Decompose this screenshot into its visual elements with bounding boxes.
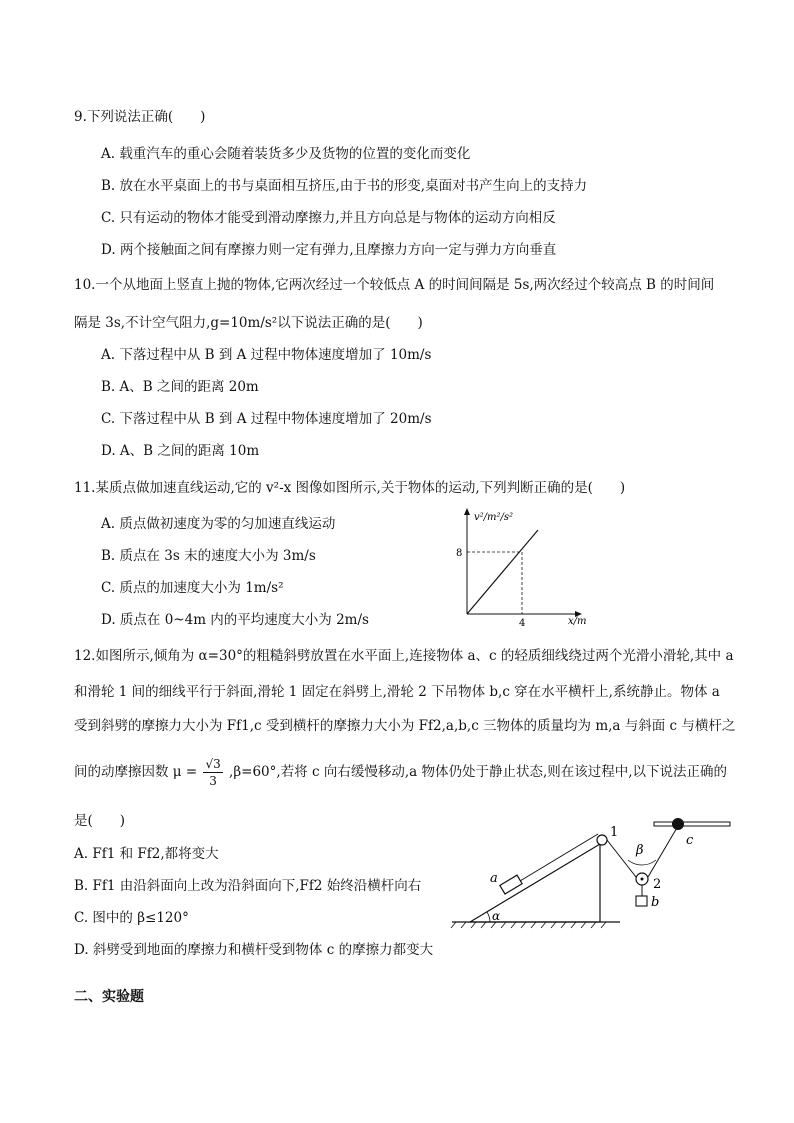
q9-option-b: B. 放在水平桌面上的书与桌面相互挤压,由于书的形变,桌面对书产生向上的支持力 xyxy=(101,178,588,194)
q12-line4 xyxy=(74,756,727,789)
v2-x-graph xyxy=(452,506,592,626)
pulley-1-label: 1 xyxy=(610,825,619,840)
q12-line2: 和滑轮 1 间的细线平行于斜面,滑轮 1 固定在斜劈上,滑轮 2 下吊物体 b,c 穿在水平横杆上,系统静止。物体 a xyxy=(74,684,720,700)
graph-y-tick-label: 8 xyxy=(456,548,463,559)
q11-option-b: B. 质点在 3s 末的速度大小为 3m/s xyxy=(101,548,316,564)
block-a-label: a xyxy=(490,871,498,886)
q10-stem-line1: 10.一个从地面上竖直上抛的物体,它两次经过一个较低点 A 的时间间隔是 5s,两次经过个较高点 B 的时间间 xyxy=(74,277,715,293)
q12-line1: 12.如图所示,倾角为 α=30°的粗糙斜劈放置在水平面上,连接物体 a、c 的轻质细线绕过两个光滑小滑轮,其中 a xyxy=(74,648,734,664)
ring-c xyxy=(672,818,684,830)
string-pulley2-to-c xyxy=(648,826,678,877)
mu-fraction-denominator: 3 xyxy=(209,774,217,788)
block-b-label: b xyxy=(651,895,660,910)
q12-option-c: C. 图中的 β≤120° xyxy=(74,910,189,926)
mu-fraction-numerator: √3 xyxy=(205,757,221,771)
ground-hatching xyxy=(451,922,606,928)
pulley-2-label: 2 xyxy=(653,877,662,892)
q12-option-a: A. Ff1 和 Ff2,都将变大 xyxy=(74,846,219,862)
alpha-arc xyxy=(487,912,490,922)
graph-y-axis-label: v²/m²/s² xyxy=(474,512,514,523)
beta-label: β xyxy=(636,843,644,858)
mu-fraction xyxy=(203,756,222,789)
q12-line3: 受到斜劈的摩擦力大小为 Ff1,c 受到横杆的摩擦力大小为 Ff2,a,b,c 三物体的质量均为 m,a 与斜面 c 与横杆之 xyxy=(74,718,736,734)
string-a-to-pulley1 xyxy=(520,834,598,881)
q11-option-d: D. 质点在 0~4m 内的平均速度大小为 2m/s xyxy=(101,612,369,628)
q11-option-a: A. 质点做初速度为零的匀加速直线运动 xyxy=(101,516,336,532)
q10-option-d: D. A、B 之间的距离 10m xyxy=(101,443,260,459)
q10-stem-line2: 隔是 3s,不计空气阻力,g=10m/s²以下说法正确的是( ) xyxy=(74,315,423,331)
q12-line4-post: ,β=60°,若将 c 向右缓慢移动,a 物体仍处于静止状态,则在该过程中,以下说法正确的 xyxy=(229,764,728,780)
q11-option-c: C. 质点的加速度大小为 1m/s² xyxy=(101,580,284,596)
q10-option-a: A. 下落过程中从 B 到 A 过程中物体速度增加了 10m/s xyxy=(101,347,432,363)
horizontal-rod xyxy=(654,822,730,826)
q12-option-b: B. Ff1 由沿斜面向上改为沿斜面向下,Ff2 始终沿横杆向右 xyxy=(74,878,422,894)
block-a xyxy=(500,875,522,894)
q11-stem: 11.某质点做加速直线运动,它的 v²-x 图像如图所示,关于物体的运动,下列判断正确的是( ) xyxy=(74,480,626,496)
string-pulley1-to-pulley2 xyxy=(607,840,636,877)
q10-option-c: C. 下落过程中从 B 到 A 过程中物体速度增加了 20m/s xyxy=(101,411,432,427)
q12-line5: 是( ) xyxy=(74,813,126,829)
q12-option-d: D. 斜劈受到地面的摩擦力和横杆受到物体 c 的摩擦力都变大 xyxy=(74,942,434,958)
graph-x-tick-label: 4 xyxy=(519,618,526,626)
q9-stem: 9.下列说法正确( ) xyxy=(74,109,206,125)
q12-line4-pre: 间的动摩擦因数 μ = xyxy=(74,764,198,780)
q9-option-a: A. 载重汽车的重心会随着装货多少及货物的位置的变化而变化 xyxy=(101,146,471,162)
q9-option-d: D. 两个接触面之间有摩擦力则一定有弹力,且摩擦力方向一定与弹力方向垂直 xyxy=(101,242,557,258)
pulley-incline-diagram xyxy=(450,812,740,932)
pulley-1 xyxy=(597,835,607,845)
pulley-2-axle xyxy=(641,878,644,881)
beta-arc xyxy=(628,860,656,865)
q10-option-b: B. A、B 之间的距离 20m xyxy=(101,379,259,395)
graph-data-line xyxy=(467,530,538,614)
alpha-label: α xyxy=(492,909,501,923)
block-b xyxy=(636,896,647,906)
graph-y-arrow xyxy=(464,508,470,515)
graph-x-axis-label: x/m xyxy=(568,616,587,626)
q9-option-c: C. 只有运动的物体才能受到滑动摩擦力,并且方向总是与物体的运动方向相反 xyxy=(101,210,556,226)
section-title: 二、实验题 xyxy=(74,989,144,1005)
ring-c-label: c xyxy=(686,833,694,848)
